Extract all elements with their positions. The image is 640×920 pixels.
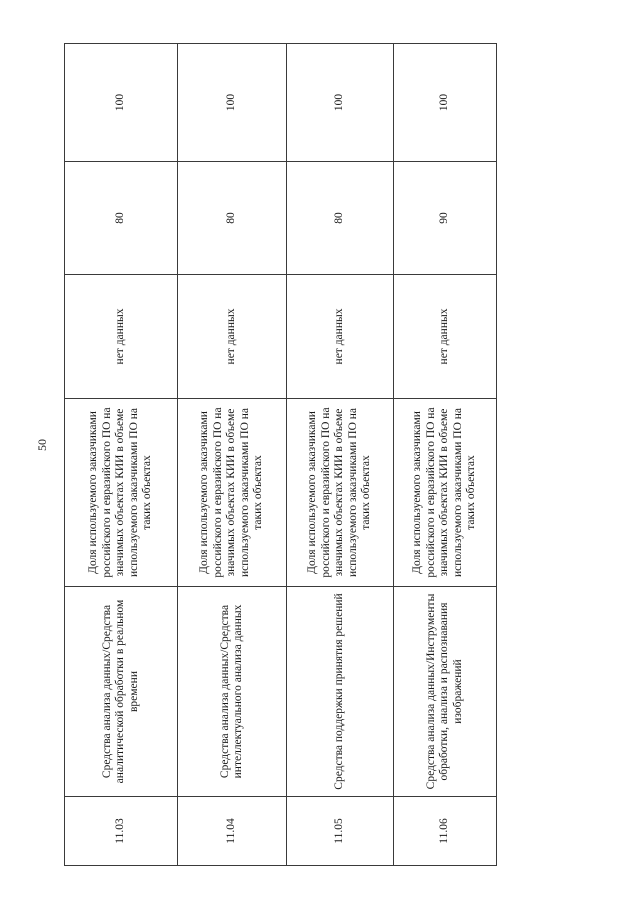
indicator-table (64, 43, 497, 866)
row-baseline: нет данных (178, 275, 287, 399)
row-code: 11.06 (394, 797, 497, 866)
row-target-2: 100 (287, 44, 394, 162)
row-target-1: 80 (178, 162, 287, 275)
row-target-1: 80 (65, 162, 178, 275)
row-indicator: Доля используемого заказчиками российского и евразийского ПО на значимых объектах КИИ в объеме используемого заказчиками ПО на таких объектах (394, 399, 497, 587)
row-software-class: Средства анализа данных/Средства интеллектуального анализа данных (178, 587, 287, 797)
row-target-2: 100 (178, 44, 287, 162)
row-software-class: Средства поддержки принятия решений (287, 587, 394, 797)
row-software-class: Средства анализа данных/Средства аналитической обработки в реальном времени (65, 587, 178, 797)
row-software-class: Средства анализа данных/Инструменты обработки, анализа и распознавания изображений (394, 587, 497, 797)
row-code: 11.05 (287, 797, 394, 866)
table-row (394, 44, 497, 866)
row-baseline: нет данных (394, 275, 497, 399)
table-row (178, 44, 287, 866)
row-indicator: Доля используемого заказчиками российского и евразийского ПО на значимых объектах КИИ в объеме используемого заказчиками ПО на таких объектах (178, 399, 287, 587)
row-target-2: 100 (394, 44, 497, 162)
row-target-2: 100 (65, 44, 178, 162)
row-indicator: Доля используемого заказчиками российского и евразийского ПО на значимых объектах КИИ в объеме используемого заказчиками ПО на таких объектах (65, 399, 178, 587)
table-row (287, 44, 394, 866)
row-baseline: нет данных (65, 275, 178, 399)
rotated-table-container (64, 44, 496, 866)
row-target-1: 90 (394, 162, 497, 275)
row-code: 11.04 (178, 797, 287, 866)
table-row (65, 44, 178, 866)
row-indicator: Доля используемого заказчиками российского и евразийского ПО на значимых объектах КИИ в объеме используемого заказчиками ПО на таких объектах (287, 399, 394, 587)
page-number: 50 (35, 439, 49, 451)
row-code: 11.03 (65, 797, 178, 866)
row-baseline: нет данных (287, 275, 394, 399)
row-target-1: 80 (287, 162, 394, 275)
